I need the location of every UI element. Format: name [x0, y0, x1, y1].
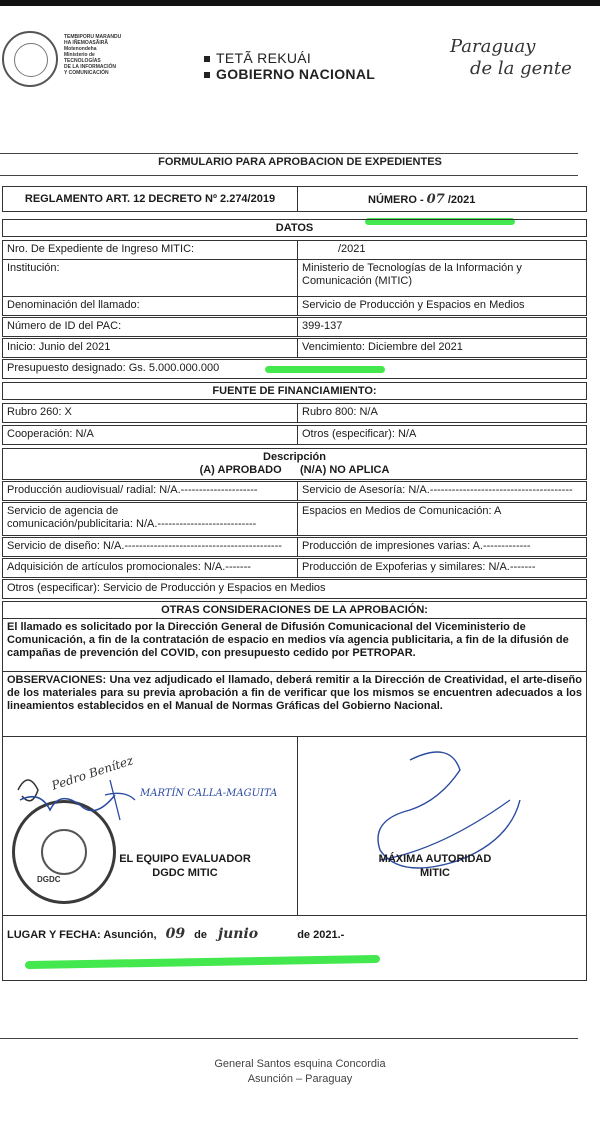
pac-label: Número de ID del PAC: [2, 317, 298, 337]
footer-address: General Santos esquina Concordia [214, 1058, 386, 1070]
rubro-260: Rubro 260: X [2, 403, 298, 423]
vencimiento-cell: Vencimiento: Diciembre del 2021 [297, 338, 587, 358]
expediente-label: Nro. De Expediente de Ingreso MITIC: [2, 240, 298, 260]
item-diseno: Servicio de diseño: N/A.------------------------------------------- [2, 537, 298, 557]
highlight-presupuesto [265, 366, 385, 373]
item-promocionales: Adquisición de artículos promocionales: N/A.------- [2, 558, 298, 578]
top-border [0, 0, 600, 6]
item-audiovisual: Producción audiovisual/ radial: N/A.--------------------- [2, 481, 298, 501]
national-seal-icon [2, 31, 58, 87]
observaciones-text: OBSERVACIONES: Una vez adjudicado el llamado, deberá remitir a la Dirección de Creatividad, el arte-diseño de los materiales para su previa aprobación a fin de verificar que los mismos se encuentren adecuados a los lineamientos establecidos en el Manual de Normas Gráficas del Gobierno Nacional. [2, 671, 587, 737]
fuente-header: FUENTE DE FINANCIAMIENTO: [2, 382, 587, 400]
pac-value: 399-137 [297, 317, 587, 337]
government-label: TETÃ REKUÁI GOBIERNO NACIONAL [204, 50, 375, 82]
item-impresiones: Producción de impresiones varias: A.------------- [297, 537, 587, 557]
evaluador-signatures [10, 760, 300, 840]
otros-servicio-cell: Otros (especificar): Servicio de Producción y Espacios en Medios [2, 579, 587, 599]
item-expoferias: Producción de Expoferias y similares: N/A.------- [297, 558, 587, 578]
institucion-label: Institución: [2, 259, 298, 297]
reglamento-cell: REGLAMENTO ART. 12 DECRETO Nº 2.274/2019 [2, 186, 298, 212]
letterhead [0, 28, 600, 108]
lugar-fecha-cell: LUGAR Y FECHA: Asunción, 09 de junio de 2021.- [2, 915, 587, 981]
slogan-logo: Paraguay de la gente [450, 36, 572, 79]
equipo-evaluador-label: EL EQUIPO EVALUADOR DGDC MITIC [119, 853, 251, 879]
datos-header: DATOS [2, 219, 587, 237]
numero-cell: NÚMERO - 07 /2021 [297, 186, 587, 212]
maxima-autoridad-label: MÁXIMA AUTORIDAD MITIC [378, 853, 492, 879]
expediente-value: /2021 [297, 240, 587, 260]
denominacion-label: Denominación del llamado: [2, 296, 298, 316]
signature-name-1: Pedro Benítez [49, 753, 135, 793]
consideraciones-header: OTRAS CONSIDERACIONES DE LA APROBACIÓN: [2, 601, 587, 619]
ministry-name: TEMBIPORU MARANDU HA IÑEMOASÃIRÃ Motenondeha Ministerio de TECNOLOGÍAS DE LA INFORMACIÓN Y COMUNICACIÓN [64, 34, 122, 76]
footer-city: Asunción – Paraguay [247, 1073, 353, 1085]
institucion-value: Ministerio de Tecnologías de la Información y Comunicación (MITIC) [297, 259, 587, 297]
descripcion-header: Descripción (A) APROBADO (N/A) NO APLICA [2, 448, 587, 480]
item-espacios: Espacios en Medios de Comunicación: A [297, 502, 587, 536]
item-agencia: Servicio de agencia de comunicación/publicitaria: N/A.--------------------------- [2, 502, 298, 536]
consideraciones-text: El llamado es solicitado por la Dirección General de Difusión Comunicacional del Viceministerio de Comunicación, a fin de la contratación de espacio en medios vía agencia publicitaria, a fin de la difusión de campañas de prevención del COVID, con presupuesto cedido por PETROPAR. [2, 618, 587, 672]
denominacion-value: Servicio de Producción y Espacios en Medios [297, 296, 587, 316]
cooperacion-cell: Cooperación: N/A [2, 425, 298, 445]
header-rule [0, 153, 578, 154]
footer-rule [0, 1038, 578, 1039]
dgdc-stamp: DGDC [12, 800, 116, 904]
presupuesto-cell: Presupuesto designado: Gs. 5.000.000.000 [2, 359, 587, 379]
item-asesoria: Servicio de Asesoría: N/A.--------------------------------------- [297, 481, 587, 501]
inicio-cell: Inicio: Junio del 2021 [2, 338, 298, 358]
rubro-800: Rubro 800: N/A [297, 403, 587, 423]
form-title: FORMULARIO PARA APROBACION DE EXPEDIENTES [158, 156, 442, 168]
title-rule [0, 175, 578, 176]
signature-name-2: MARTÍN CALLA-MAGUITA [140, 788, 278, 799]
otros-especificar-cell: Otros (especificar): N/A [297, 425, 587, 445]
